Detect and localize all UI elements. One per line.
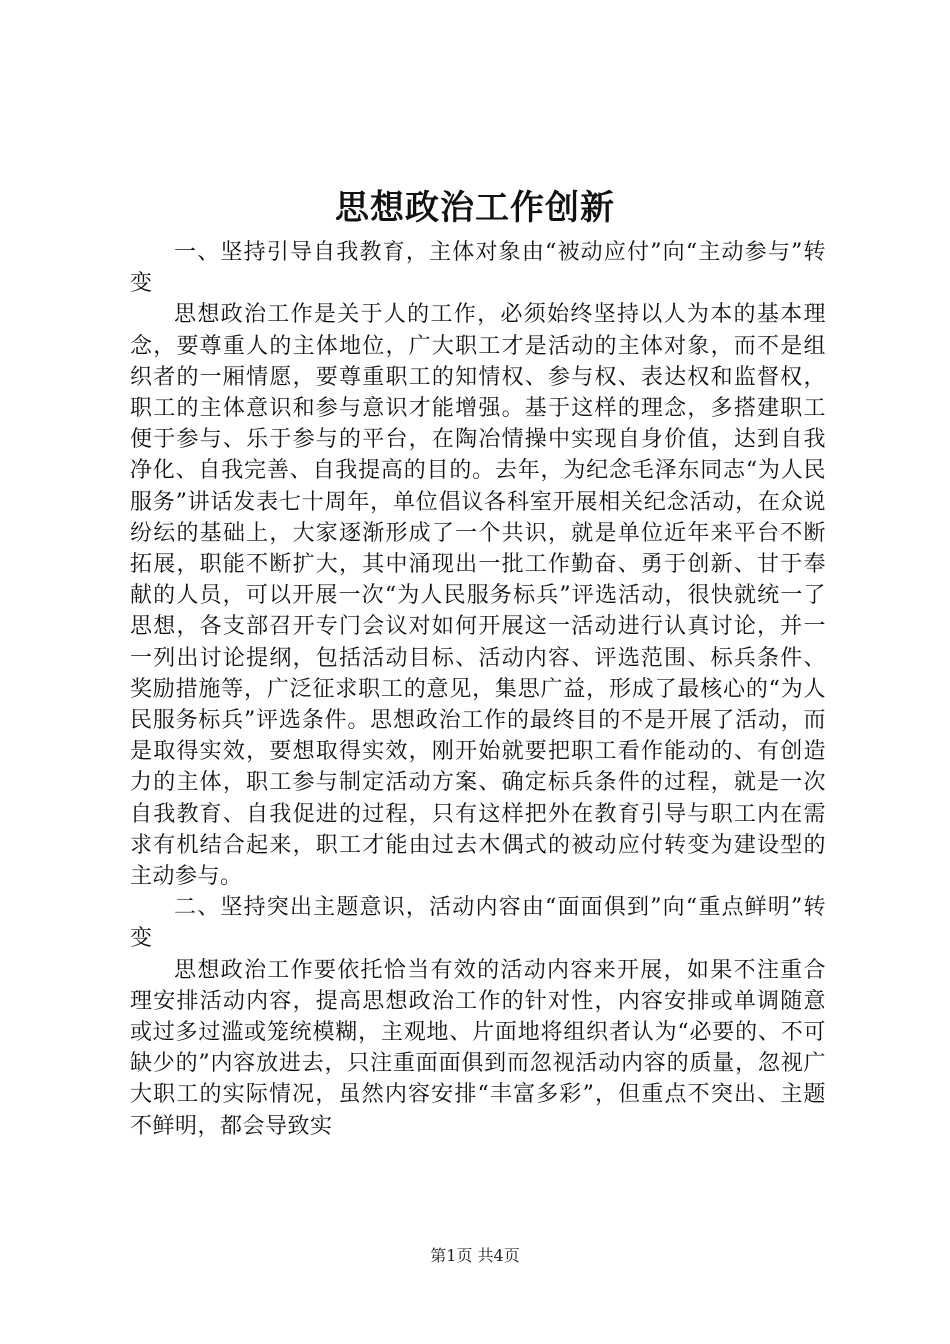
page-title: 思想政治工作创新 bbox=[335, 188, 615, 228]
document-body bbox=[130, 237, 826, 1142]
body-paragraph-1: 思想政治工作是关于人的工作，必须始终坚持以人为本的基本理念，要尊重人的主体地位，广大职工才是活动的主体对象，而不是组织者的一厢情愿，要尊重职工的知情权、参与权、表达权和监督权，职工的主体意识和参与意识才能增强。基于这样的理念，多搭建职工便于参与、乐于参与的平台，在陶冶情操中实现自身价值，达到自我净化、自我完善、自我提高的目的。去年，为纪念毛泽东同志“为人民服务”讲话发表七十周年，单位倡议各科室开展相关纪念活动，在众说纷纭的基础上，大家逐渐形成了一个共识，就是单位近年来平台不断拓展，职能不断扩大，其中涌现出一批工作勤奋、勇于创新、甘于奉献的人员，可以开展一次“为人民服务标兵”评选活动，很快就统一了思想，各支部召开专门会议对如何开展这一活动进行认真讨论，并一一列出讨论提纲，包括活动目标、活动内容、评选范围、标兵条件、奖励措施等，广泛征求职工的意见，集思广益，形成了最核心的“为人民服务标兵”评选条件。思想政治工作的最终目的不是开展了活动，而是取得实效，要想取得实效，刚开始就要把职工看作能动的、有创造力的主体，职工参与制定活动方案、确定标兵条件的过程，就是一次自我教育、自我促进的过程，只有这样把外在教育引导与职工内在需求有机结合起来，职工才能由过去木偶式的被动应付转变为建设型的主动参与。 bbox=[130, 302, 826, 890]
section-heading-2: 二、坚持突出主题意识，活动内容由“面面俱到”向“重点鲜明”转变 bbox=[130, 895, 826, 952]
body-paragraph-2: 思想政治工作要依托恰当有效的活动内容来开展，如果不注重合理安排活动内容，提高思想政治工作的针对性，内容安排或单调随意或过多过滥或笼统模糊，主观地、片面地将组织者认为“必要的、不可缺少的”内容放进去，只注重面面俱到而忽视活动内容的质量，忽视广大职工的实际情况，虽然内容安排“丰富多彩”，但重点不突出、主题不鲜明，都会导致实 bbox=[130, 957, 826, 1139]
section-heading-1: 一、坚持引导自我教育，主体对象由“被动应付”向“主动参与”转变 bbox=[130, 240, 826, 297]
page-footer: 第1页 共4页 bbox=[430, 1246, 520, 1265]
